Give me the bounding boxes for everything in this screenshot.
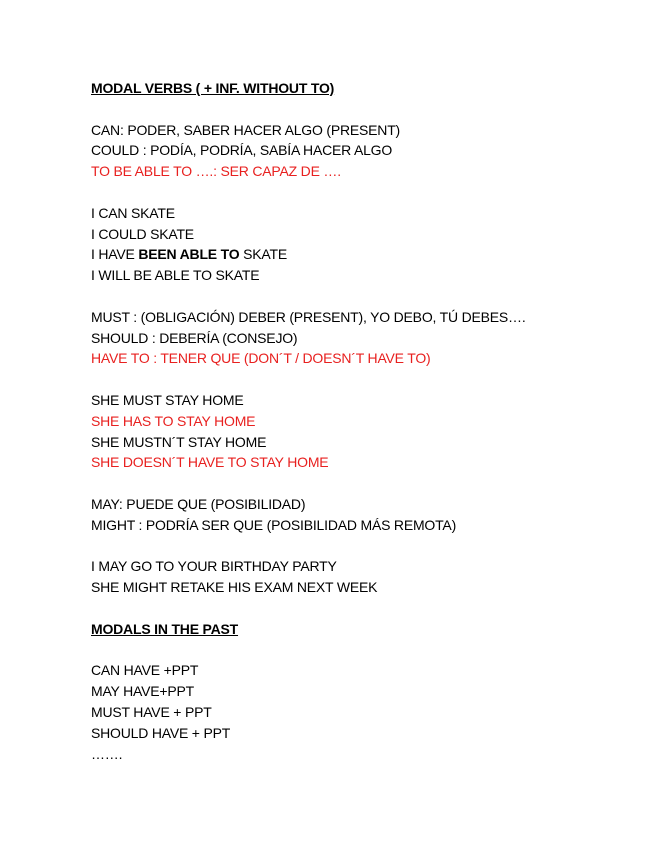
spacer — [91, 182, 611, 203]
example-might-retake: SHE MIGHT RETAKE HIS EXAM NEXT WEEK — [91, 579, 378, 596]
spacer — [91, 640, 611, 661]
definition-might: MIGHT : PODRÍA SER QUE (POSIBILIDAD MÁS REMOTA) — [91, 516, 457, 533]
spacer — [91, 473, 611, 494]
section-title-modal-verbs: MODAL VERBS ( + INF. WITHOUT TO) — [91, 80, 335, 96]
past-can-have: CAN HAVE +PPT — [91, 662, 199, 679]
spacer — [91, 286, 611, 307]
example-has-to-stay: SHE HAS TO STAY HOME — [91, 412, 256, 429]
section-title-modals-past: MODALS IN THE PAST — [91, 620, 239, 637]
document-content — [91, 78, 611, 764]
past-ellipsis: ……. — [91, 745, 123, 762]
example-will-be-able: I WILL BE ABLE TO SKATE — [91, 267, 260, 284]
example-been-able-suffix: SKATE — [239, 246, 287, 263]
spacer — [91, 536, 611, 557]
spacer — [91, 99, 611, 120]
example-been-able-prefix: I HAVE — [91, 246, 139, 263]
definition-should: SHOULD : DEBERÍA (CONSEJO) — [91, 329, 298, 346]
example-can-skate: I CAN SKATE — [91, 204, 175, 221]
example-could-skate: I COULD SKATE — [91, 225, 194, 242]
past-must-have: MUST HAVE + PPT — [91, 703, 212, 720]
example-may-go: I MAY GO TO YOUR BIRTHDAY PARTY — [91, 558, 337, 575]
definition-must: MUST : (OBLIGACIÓN) DEBER (PRESENT), YO DEBO, TÚ DEBES…. — [91, 308, 526, 325]
example-must-stay: SHE MUST STAY HOME — [91, 391, 244, 408]
example-doesnt-have-to: SHE DOESN´T HAVE TO STAY HOME — [91, 454, 329, 471]
spacer — [91, 598, 611, 619]
example-mustnt-stay: SHE MUSTN´T STAY HOME — [91, 433, 267, 450]
example-been-able-to — [91, 244, 611, 265]
definition-have-to: HAVE TO : TENER QUE (DON´T / DOESN´T HAVE TO) — [91, 350, 431, 367]
definition-can: CAN: PODER, SABER HACER ALGO (PRESENT) — [91, 121, 401, 138]
definition-could: COULD : PODÍA, PODRÍA, SABÍA HACER ALGO — [91, 142, 393, 159]
example-been-able-bold: BEEN ABLE TO — [138, 246, 240, 263]
spacer — [91, 369, 611, 390]
past-may-have: MAY HAVE+PPT — [91, 683, 195, 700]
definition-be-able-to: TO BE ABLE TO ….: SER CAPAZ DE …. — [91, 163, 341, 180]
past-should-have: SHOULD HAVE + PPT — [91, 724, 231, 741]
definition-may: MAY: PUEDE QUE (POSIBILIDAD) — [91, 495, 306, 512]
